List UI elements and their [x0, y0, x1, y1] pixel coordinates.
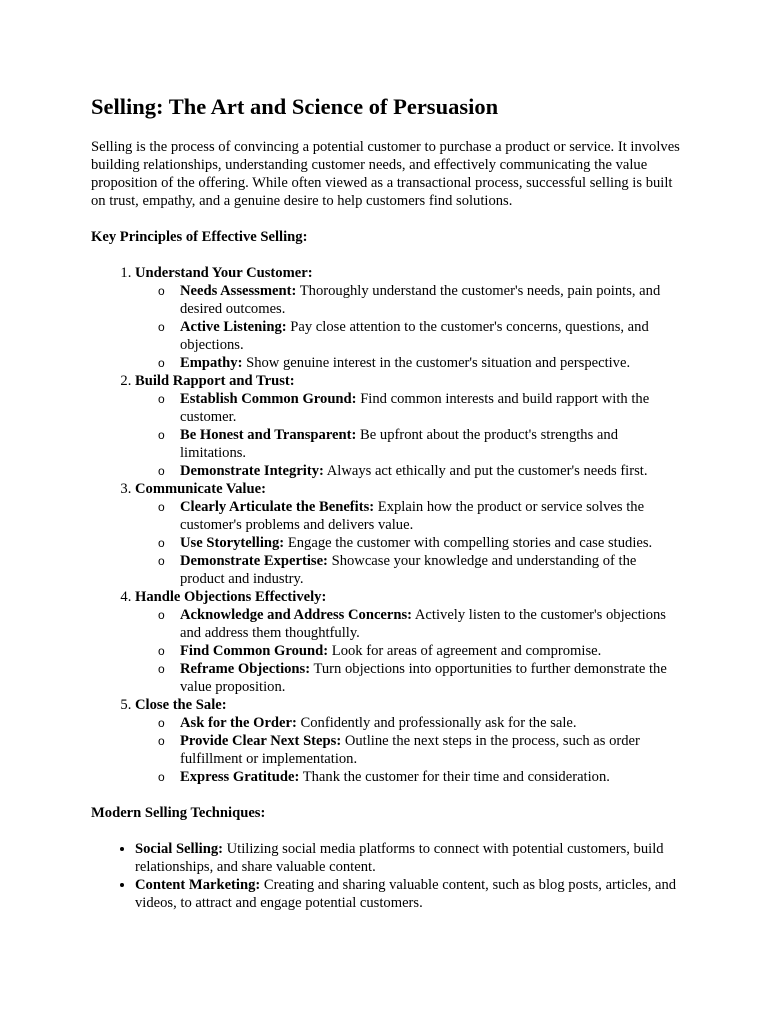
- principle-title: Close the Sale:: [135, 697, 227, 713]
- point-text: Be upfront about the product's strengths and limitations.: [180, 427, 619, 461]
- point-term: Be Honest and Transparent:: [180, 427, 357, 443]
- sub-bullet-marker: o: [158, 536, 165, 550]
- point-text: Always act ethically and put the customer's needs first.: [326, 463, 648, 479]
- sub-bullet-marker: o: [158, 734, 165, 748]
- principle-point: [158, 660, 680, 696]
- sub-bullet-marker: o: [158, 284, 165, 298]
- point-text: Confidently and professionally ask for the sale.: [300, 715, 577, 731]
- principle-point: [158, 732, 680, 768]
- principle-title: Handle Objections Effectively:: [135, 589, 327, 605]
- technique-text: Creating and sharing valuable content, such as blog posts, articles, and videos, to attract and engage potential customers.: [135, 877, 677, 911]
- principle-point: [158, 462, 680, 480]
- point-term: Establish Common Ground:: [180, 391, 357, 407]
- principle-title: Communicate Value:: [135, 481, 266, 497]
- principle-point: [158, 390, 680, 426]
- point-text: Turn objections into opportunities to further demonstrate the value proposition.: [180, 661, 667, 695]
- principle-item: [135, 480, 680, 588]
- sub-bullet-marker: o: [158, 770, 165, 784]
- point-term: Acknowledge and Address Concerns:: [180, 607, 413, 623]
- techniques-heading: Modern Selling Techniques:: [91, 805, 266, 821]
- point-term: Empathy:: [180, 355, 243, 371]
- principle-point: [158, 534, 680, 552]
- document-title: Selling: The Art and Science of Persuasion: [91, 94, 499, 119]
- sub-bullet-marker: o: [158, 356, 165, 370]
- point-term: Find Common Ground:: [180, 643, 329, 659]
- point-text: Explain how the product or service solves the customer's problems and delivers value.: [180, 499, 645, 533]
- principle-point: [158, 552, 680, 588]
- point-text: Actively listen to the customer's objections and address them thoughtfully.: [180, 607, 666, 641]
- principle-point: [158, 714, 680, 732]
- point-text: Show genuine interest in the customer's situation and perspective.: [246, 355, 631, 371]
- point-term: Use Storytelling:: [180, 535, 285, 551]
- technique-text: Utilizing social media platforms to connect with potential customers, build relationships, and share valuable content.: [135, 841, 664, 875]
- principle-point: [158, 498, 680, 534]
- principle-points: [135, 390, 680, 480]
- techniques-list: [91, 840, 680, 912]
- principle-point: [158, 606, 680, 642]
- point-term: Demonstrate Integrity:: [180, 463, 324, 479]
- principle-item: [135, 696, 680, 786]
- sub-bullet-marker: o: [158, 608, 165, 622]
- principle-points: [135, 714, 680, 786]
- point-term: Demonstrate Expertise:: [180, 553, 328, 569]
- principle-point: [158, 426, 680, 462]
- principle-points: [135, 498, 680, 588]
- sub-bullet-marker: o: [158, 320, 165, 334]
- sub-bullet-marker: o: [158, 662, 165, 676]
- sub-bullet-marker: o: [158, 392, 165, 406]
- point-text: Thank the customer for their time and consideration.: [302, 769, 610, 785]
- principle-point: [158, 282, 680, 318]
- point-text: Showcase your knowledge and understanding of the product and industry.: [180, 553, 637, 587]
- point-text: Thoroughly understand the customer's needs, pain points, and desired outcomes.: [180, 283, 661, 317]
- sub-bullet-marker: o: [158, 500, 165, 514]
- point-text: Engage the customer with compelling stories and case studies.: [287, 535, 653, 551]
- point-term: Provide Clear Next Steps:: [180, 733, 342, 749]
- point-term: Needs Assessment:: [180, 283, 297, 299]
- principle-point: [158, 318, 680, 354]
- intro-paragraph: Selling is the process of convincing a potential customer to purchase a product or service. It involves building relationships, understanding customer needs, and effectively communicating the value proposition of the offering. While often viewed as a transactional process, successful selling is built on trust, empathy, and a genuine desire to help customers find solutions.: [91, 139, 680, 209]
- principle-points: [135, 606, 680, 696]
- sub-bullet-marker: o: [158, 716, 165, 730]
- principle-item: [135, 588, 680, 696]
- sub-bullet-marker: o: [158, 554, 165, 568]
- point-term: Reframe Objections:: [180, 661, 311, 677]
- point-term: Active Listening:: [180, 319, 287, 335]
- point-text: Outline the next steps in the process, such as order fulfillment or implementation.: [180, 733, 640, 767]
- point-text: Find common interests and build rapport with the customer.: [180, 391, 650, 425]
- principle-item: [135, 264, 680, 372]
- principle-item: [135, 372, 680, 480]
- point-text: Pay close attention to the customer's concerns, questions, and objections.: [180, 319, 649, 353]
- sub-bullet-marker: o: [158, 428, 165, 442]
- sub-bullet-marker: o: [158, 464, 165, 478]
- principle-point: [158, 768, 680, 786]
- technique-item: [135, 876, 680, 912]
- principle-points: [135, 282, 680, 372]
- technique-item: [135, 840, 680, 876]
- point-term: Express Gratitude:: [180, 769, 300, 785]
- principles-list: [91, 264, 680, 786]
- principle-point: [158, 354, 680, 372]
- point-text: Look for areas of agreement and compromise.: [331, 643, 602, 659]
- principle-point: [158, 642, 680, 660]
- point-term: Clearly Articulate the Benefits:: [180, 499, 375, 515]
- point-term: Ask for the Order:: [180, 715, 297, 731]
- principles-heading: Key Principles of Effective Selling:: [91, 229, 308, 245]
- technique-term: Content Marketing:: [135, 877, 261, 893]
- principle-title: Build Rapport and Trust:: [135, 373, 295, 389]
- sub-bullet-marker: o: [158, 644, 165, 658]
- principle-title: Understand Your Customer:: [135, 265, 313, 281]
- technique-term: Social Selling:: [135, 841, 223, 857]
